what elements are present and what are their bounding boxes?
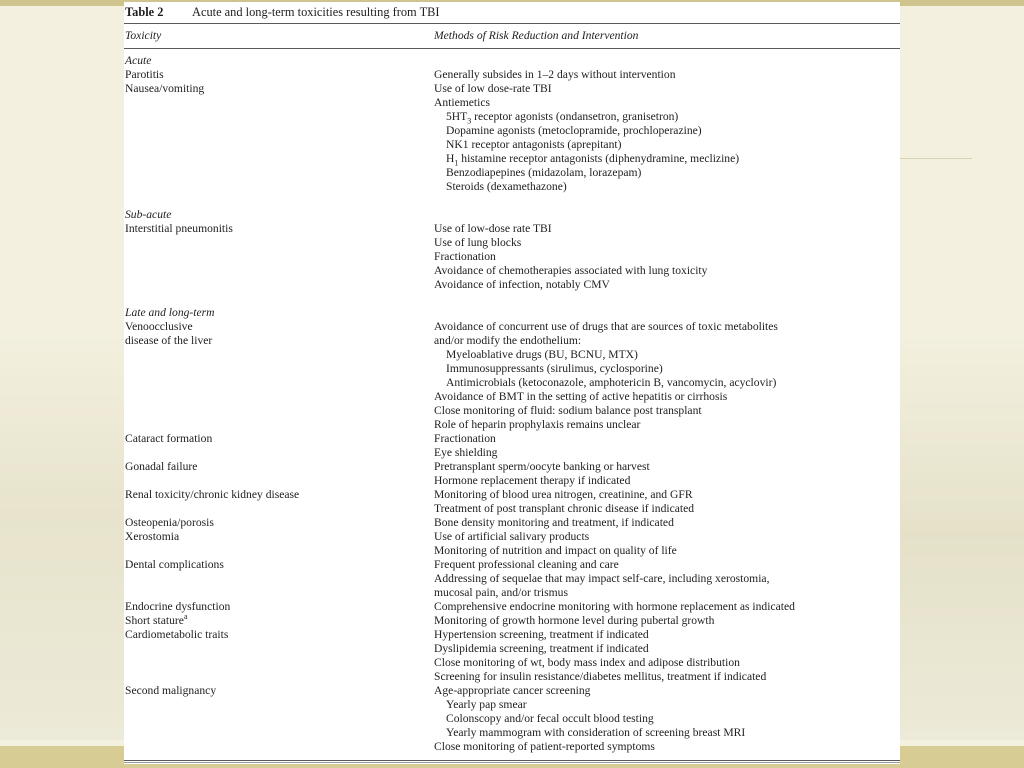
method-cell: Close monitoring of wt, body mass index and adipose distribution xyxy=(434,656,740,669)
section-gap xyxy=(124,194,900,208)
table-row xyxy=(124,446,900,460)
method-cell: Hormone replacement therapy if indicated xyxy=(434,474,631,487)
method-cell: Generally subsides in 1–2 days without intervention xyxy=(434,68,676,81)
table-row xyxy=(124,96,900,110)
header-toxicity: Toxicity xyxy=(125,29,162,42)
method-cell: Use of low dose-rate TBI xyxy=(434,82,552,95)
section-row xyxy=(124,54,900,68)
bottom-rule-secondary xyxy=(124,762,900,763)
table-row xyxy=(124,138,900,152)
table-row xyxy=(124,222,900,236)
section-row xyxy=(124,306,900,320)
table-row xyxy=(124,516,900,530)
background-left-landscape xyxy=(0,330,124,740)
method-cell: Steroids (dexamethazone) xyxy=(446,180,567,193)
background-divider xyxy=(900,158,972,159)
table-row xyxy=(124,166,900,180)
table-row xyxy=(124,474,900,488)
toxicity-cell: Venoocclusive xyxy=(125,320,193,333)
table-row xyxy=(124,362,900,376)
method-cell: Addressing of sequelae that may impact self-care, including xerostomia, xyxy=(434,572,770,585)
table-row xyxy=(124,558,900,572)
method-cell: Fractionation xyxy=(434,250,496,263)
subscript: 1 xyxy=(454,158,459,168)
table-row xyxy=(124,264,900,278)
table-row xyxy=(124,530,900,544)
table-row xyxy=(124,250,900,264)
table-row xyxy=(124,404,900,418)
bottom-rule xyxy=(124,760,900,761)
table-row xyxy=(124,418,900,432)
method-text: H xyxy=(446,152,455,165)
table-row xyxy=(124,684,900,698)
method-cell: Avoidance of concurrent use of drugs that are sources of toxic metabolites xyxy=(434,320,778,333)
toxicity-cell: Second malignancy xyxy=(125,684,217,697)
method-cell: Avoidance of chemotherapies associated with lung toxicity xyxy=(434,264,708,277)
method-cell: mucosal pain, and/or trismus xyxy=(434,586,568,599)
method-cell: Role of heparin prophylaxis remains unclear xyxy=(434,418,641,431)
method-cell: Eye shielding xyxy=(434,446,498,459)
method-cell: Monitoring of blood urea nitrogen, creatinine, and GFR xyxy=(434,488,693,501)
method-cell: Monitoring of growth hormone level during pubertal growth xyxy=(434,614,715,627)
table-page xyxy=(124,2,900,764)
table-row xyxy=(124,124,900,138)
toxicity-cell: Cataract formation xyxy=(125,432,213,445)
method-cell: Dopamine agonists (metoclopramide, prochloperazine) xyxy=(446,124,702,137)
table-row xyxy=(124,376,900,390)
table-row xyxy=(124,110,900,124)
table-row xyxy=(124,600,900,614)
table-title: Acute and long-term toxicities resulting from TBI xyxy=(192,5,440,19)
table-row xyxy=(124,656,900,670)
method-text: receptor agonists (ondansetron, granisetron) xyxy=(471,110,679,123)
section-late: Late and long-term xyxy=(125,306,215,319)
method-cell: Benzodiapepines (midazolam, lorazepam) xyxy=(446,166,642,179)
toxicity-cell: Cardiometabolic traits xyxy=(125,628,229,641)
method-cell: Fractionation xyxy=(434,432,496,445)
table-row xyxy=(124,152,900,166)
section-row xyxy=(124,208,900,222)
table-row xyxy=(124,670,900,684)
toxicity-cell: Osteopenia/porosis xyxy=(125,516,214,529)
method-cell: NK1 receptor antagonists (aprepitant) xyxy=(446,138,622,151)
table-row xyxy=(124,320,900,334)
header-rule xyxy=(124,48,900,49)
table-caption xyxy=(125,3,440,21)
table-row xyxy=(124,82,900,96)
toxicity-cell: Xerostomia xyxy=(125,530,180,543)
table-row xyxy=(124,236,900,250)
method-cell: Use of low-dose rate TBI xyxy=(434,222,552,235)
toxicity-text: Short stature xyxy=(125,614,184,627)
method-cell: Avoidance of infection, notably CMV xyxy=(434,278,610,291)
table-row xyxy=(124,334,900,348)
method-cell: Comprehensive endocrine monitoring with hormone replacement as indicated xyxy=(434,600,795,613)
method-text: 5HT xyxy=(446,110,468,123)
toxicity-cell: Dental complications xyxy=(125,558,224,571)
method-text: histamine receptor antagonists (diphenydramine, meclizine) xyxy=(458,152,740,165)
background-right-landscape xyxy=(900,330,1024,740)
method-cell xyxy=(446,110,678,124)
method-cell: Monitoring of nutrition and impact on quality of life xyxy=(434,544,677,557)
method-cell: Age-appropriate cancer screening xyxy=(434,684,591,697)
toxicity-cell: Interstitial pneumonitis xyxy=(125,222,233,235)
table-row xyxy=(124,642,900,656)
method-cell: Dyslipidemia screening, treatment if indicated xyxy=(434,642,649,655)
method-cell: and/or modify the endothelium: xyxy=(434,334,582,347)
table-row xyxy=(124,614,900,628)
table-row xyxy=(124,180,900,194)
toxicity-cell: disease of the liver xyxy=(125,334,213,347)
subscript: 3 xyxy=(467,116,472,126)
table-row xyxy=(124,488,900,502)
method-cell: Hypertension screening, treatment if indicated xyxy=(434,628,649,641)
method-cell: Frequent professional cleaning and care xyxy=(434,558,619,571)
table-row xyxy=(124,586,900,600)
table-row xyxy=(124,390,900,404)
table-row xyxy=(124,712,900,726)
method-cell: Immunosuppressants (sirulimus, cyclosporine) xyxy=(446,362,663,375)
method-cell: Use of lung blocks xyxy=(434,236,522,249)
toxicity-cell: Nausea/vomiting xyxy=(125,82,205,95)
method-cell xyxy=(446,152,739,166)
method-cell: Close monitoring of patient-reported symptoms xyxy=(434,740,655,753)
method-cell: Treatment of post transplant chronic disease if indicated xyxy=(434,502,695,515)
table-row xyxy=(124,726,900,740)
toxicity-cell: Gonadal failure xyxy=(125,460,198,473)
method-cell: Yearly mammogram with consideration of screening breast MRI xyxy=(446,726,746,739)
section-acute: Acute xyxy=(125,54,152,67)
method-cell: Close monitoring of fluid: sodium balance post transplant xyxy=(434,404,702,417)
table-label: Table 2 xyxy=(125,5,164,19)
method-cell: Antimicrobials (ketoconazole, amphotericin B, vancomycin, acyclovir) xyxy=(446,376,777,389)
top-rule xyxy=(124,23,900,24)
method-cell: Myeloablative drugs (BU, BCNU, MTX) xyxy=(446,348,638,361)
method-cell: Screening for insulin resistance/diabetes mellitus, treatment if indicated xyxy=(434,670,767,683)
method-cell: Bone density monitoring and treatment, if indicated xyxy=(434,516,674,529)
table-row xyxy=(124,502,900,516)
table-row xyxy=(124,460,900,474)
toxicity-cell: Endocrine dysfunction xyxy=(125,600,231,613)
toxicity-cell: Parotitis xyxy=(125,68,164,81)
section-gap xyxy=(124,292,900,306)
section-subacute: Sub-acute xyxy=(125,208,172,221)
footnote-marker: a xyxy=(183,612,188,622)
toxicity-cell: Renal toxicity/chronic kidney disease xyxy=(125,488,300,501)
table-row xyxy=(124,572,900,586)
method-cell: Antiemetics xyxy=(434,96,491,109)
table-row xyxy=(124,698,900,712)
table-row xyxy=(124,628,900,642)
table-row xyxy=(124,348,900,362)
method-cell: Use of artificial salivary products xyxy=(434,530,590,543)
method-cell: Pretransplant sperm/oocyte banking or harvest xyxy=(434,460,650,473)
table-row xyxy=(124,544,900,558)
method-cell: Avoidance of BMT in the setting of active hepatitis or cirrhosis xyxy=(434,390,728,403)
method-cell: Colonscopy and/or fecal occult blood testing xyxy=(446,712,654,725)
table-body xyxy=(124,54,900,754)
method-cell: Yearly pap smear xyxy=(446,698,527,711)
header-methods: Methods of Risk Reduction and Intervention xyxy=(434,29,639,42)
table-row xyxy=(124,740,900,754)
table-row xyxy=(124,278,900,292)
table-row xyxy=(124,432,900,446)
table-row xyxy=(124,68,900,82)
toxicity-cell xyxy=(125,614,188,628)
